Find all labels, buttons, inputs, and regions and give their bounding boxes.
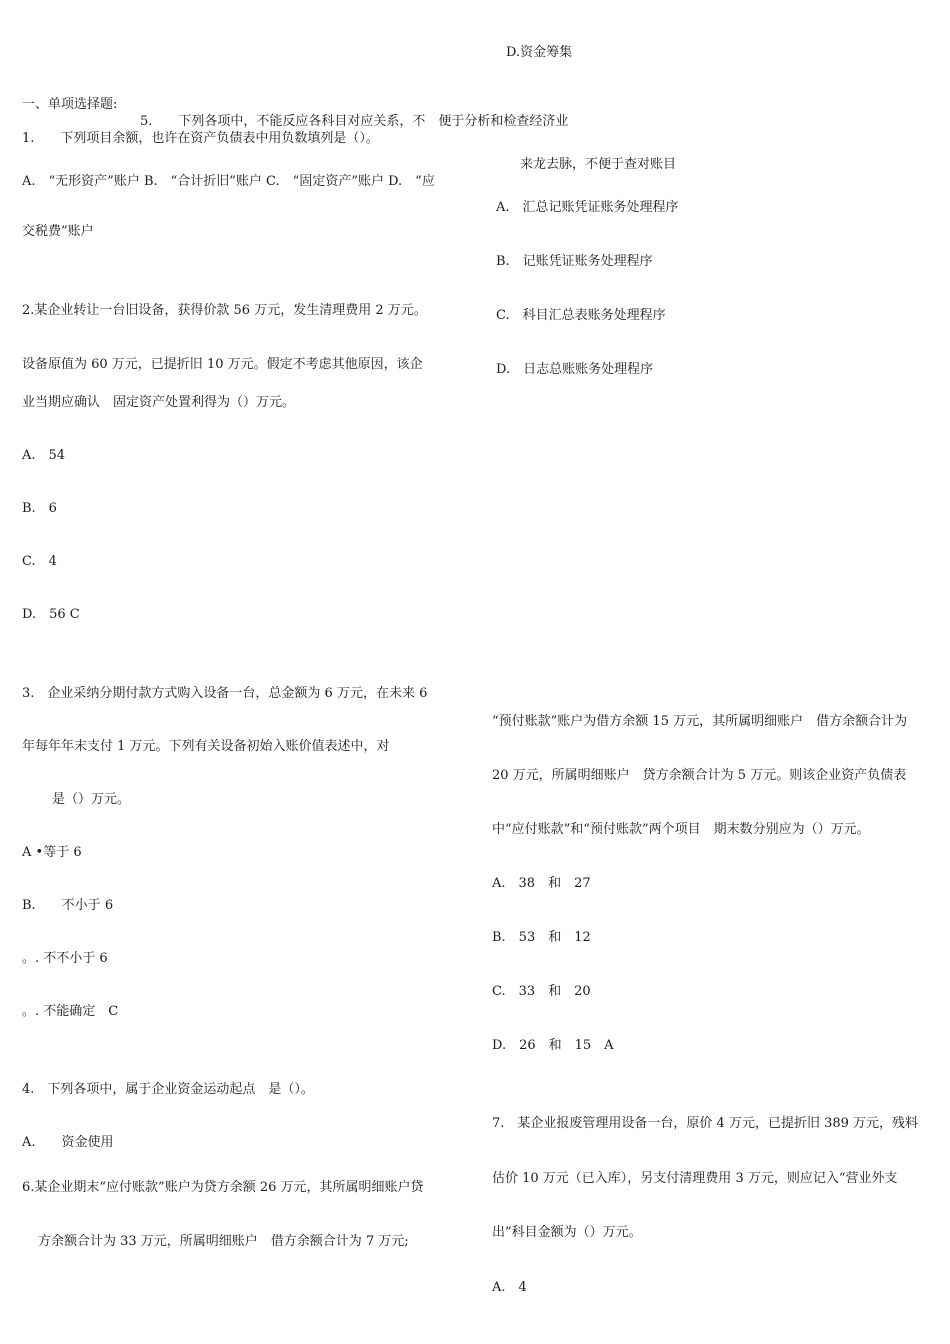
question-2-option-d: D. 56 C bbox=[22, 607, 80, 622]
question-2-stem: 2.某企业转让一台旧设备，获得价款 56 万元，发生清理费用 2 万元。 bbox=[22, 303, 427, 318]
option-d-fund-raising: D.资金筹集 bbox=[506, 45, 573, 60]
question-2-option-c: C. 4 bbox=[22, 554, 57, 569]
question-3-option-b: B. 不小于 6 bbox=[22, 898, 114, 913]
question-6-option-a: A. 38 和 27 bbox=[492, 876, 591, 891]
question-1-options: A. “无形资产”账户 B. “合计折旧”账户 C. “固定资产”账户 D. “应 bbox=[22, 174, 435, 189]
question-6-stem-cont2: 20 万元，所属明细账户 贷方余额合计为 5 万元。则该企业资产负债表 bbox=[492, 768, 907, 783]
question-2-option-a: A. 54 bbox=[22, 448, 66, 463]
question-5-stem-cont: 来龙去脉，不便于查对账目 bbox=[520, 157, 677, 172]
question-6-option-c: C. 33 和 20 bbox=[492, 984, 591, 999]
question-3-option-d: 。. 不能确定 C bbox=[22, 1004, 119, 1019]
question-3-stem-cont: 年每年年末支付 1 万元。下列有关设备初始入账价值表述中，对 bbox=[22, 739, 390, 754]
question-7-stem-cont: 估价 10 万元（已入库），另支付清理费用 3 万元，则应记入“营业外支 bbox=[492, 1171, 898, 1186]
question-2-stem-cont: 设备原值为 60 万元，已提折旧 10 万元。假定不考虑其他原因，该企 bbox=[22, 357, 423, 372]
question-5-stem: 5. 下列各项中，不能反应各科目对应关系，不 便于分析和检查经济业 bbox=[140, 114, 569, 129]
question-6-option-b: B. 53 和 12 bbox=[492, 930, 591, 945]
question-4-option-a: A. 资金使用 bbox=[22, 1135, 114, 1150]
question-3-option-c: 。. 不不小于 6 bbox=[22, 951, 108, 966]
question-3-option-a: A •等于 6 bbox=[22, 845, 82, 860]
question-6-option-d: D. 26 和 15 A bbox=[492, 1038, 614, 1053]
question-7-stem: 7. 某企业报废管理用设备一台，原价 4 万元，已提折旧 389 万元，残料 bbox=[492, 1116, 919, 1131]
question-5-option-d: D. 日志总账账务处理程序 bbox=[496, 362, 654, 377]
question-7-option-a: A. 4 bbox=[492, 1280, 527, 1295]
section-heading: 一、单项选择题: bbox=[22, 97, 118, 112]
question-1-stem: 1. 下列项目余额，也许在资产负债表中用负数填列是（）。 bbox=[22, 131, 379, 146]
question-6-stem-cont: “预付账款”账户为借方余额 15 万元，其所属明细账户 借方余额合计为 bbox=[492, 714, 908, 729]
question-6-stem: 6.某企业期末“应付账款”账户为贷方余额 26 万元，其所属明细账户贷 bbox=[22, 1180, 424, 1195]
question-2-option-b: B. 6 bbox=[22, 501, 57, 516]
question-4-stem: 4. 下列各项中，属于企业资金运动起点 是（）。 bbox=[22, 1082, 314, 1097]
question-7-stem-cont2: 出”科目金额为（）万元。 bbox=[492, 1225, 642, 1240]
question-6-stem-cont3: 中“应付账款”和“预付账款”两个项目 期末数分别应为（）万元。 bbox=[492, 822, 870, 837]
question-6-stem-cont-left: 方余额合计为 33 万元，所属明细账户 借方余额合计为 7 万元; bbox=[38, 1234, 409, 1249]
question-3-stem: 3. 企业采纳分期付款方式购入设备一台，总金额为 6 万元，在未来 6 bbox=[22, 686, 428, 701]
question-5-option-b: B. 记账凭证账务处理程序 bbox=[496, 254, 653, 269]
question-5-option-c: C. 科目汇总表账务处理程序 bbox=[496, 308, 666, 323]
question-5-option-a: A. 汇总记账凭证账务处理程序 bbox=[496, 200, 679, 215]
question-2-stem-cont2: 业当期应确认 固定资产处置利得为（）万元。 bbox=[22, 395, 296, 410]
question-3-stem-cont2: 是（）万元。 bbox=[52, 792, 131, 807]
question-1-options-cont: 交税费”账户 bbox=[22, 224, 94, 239]
